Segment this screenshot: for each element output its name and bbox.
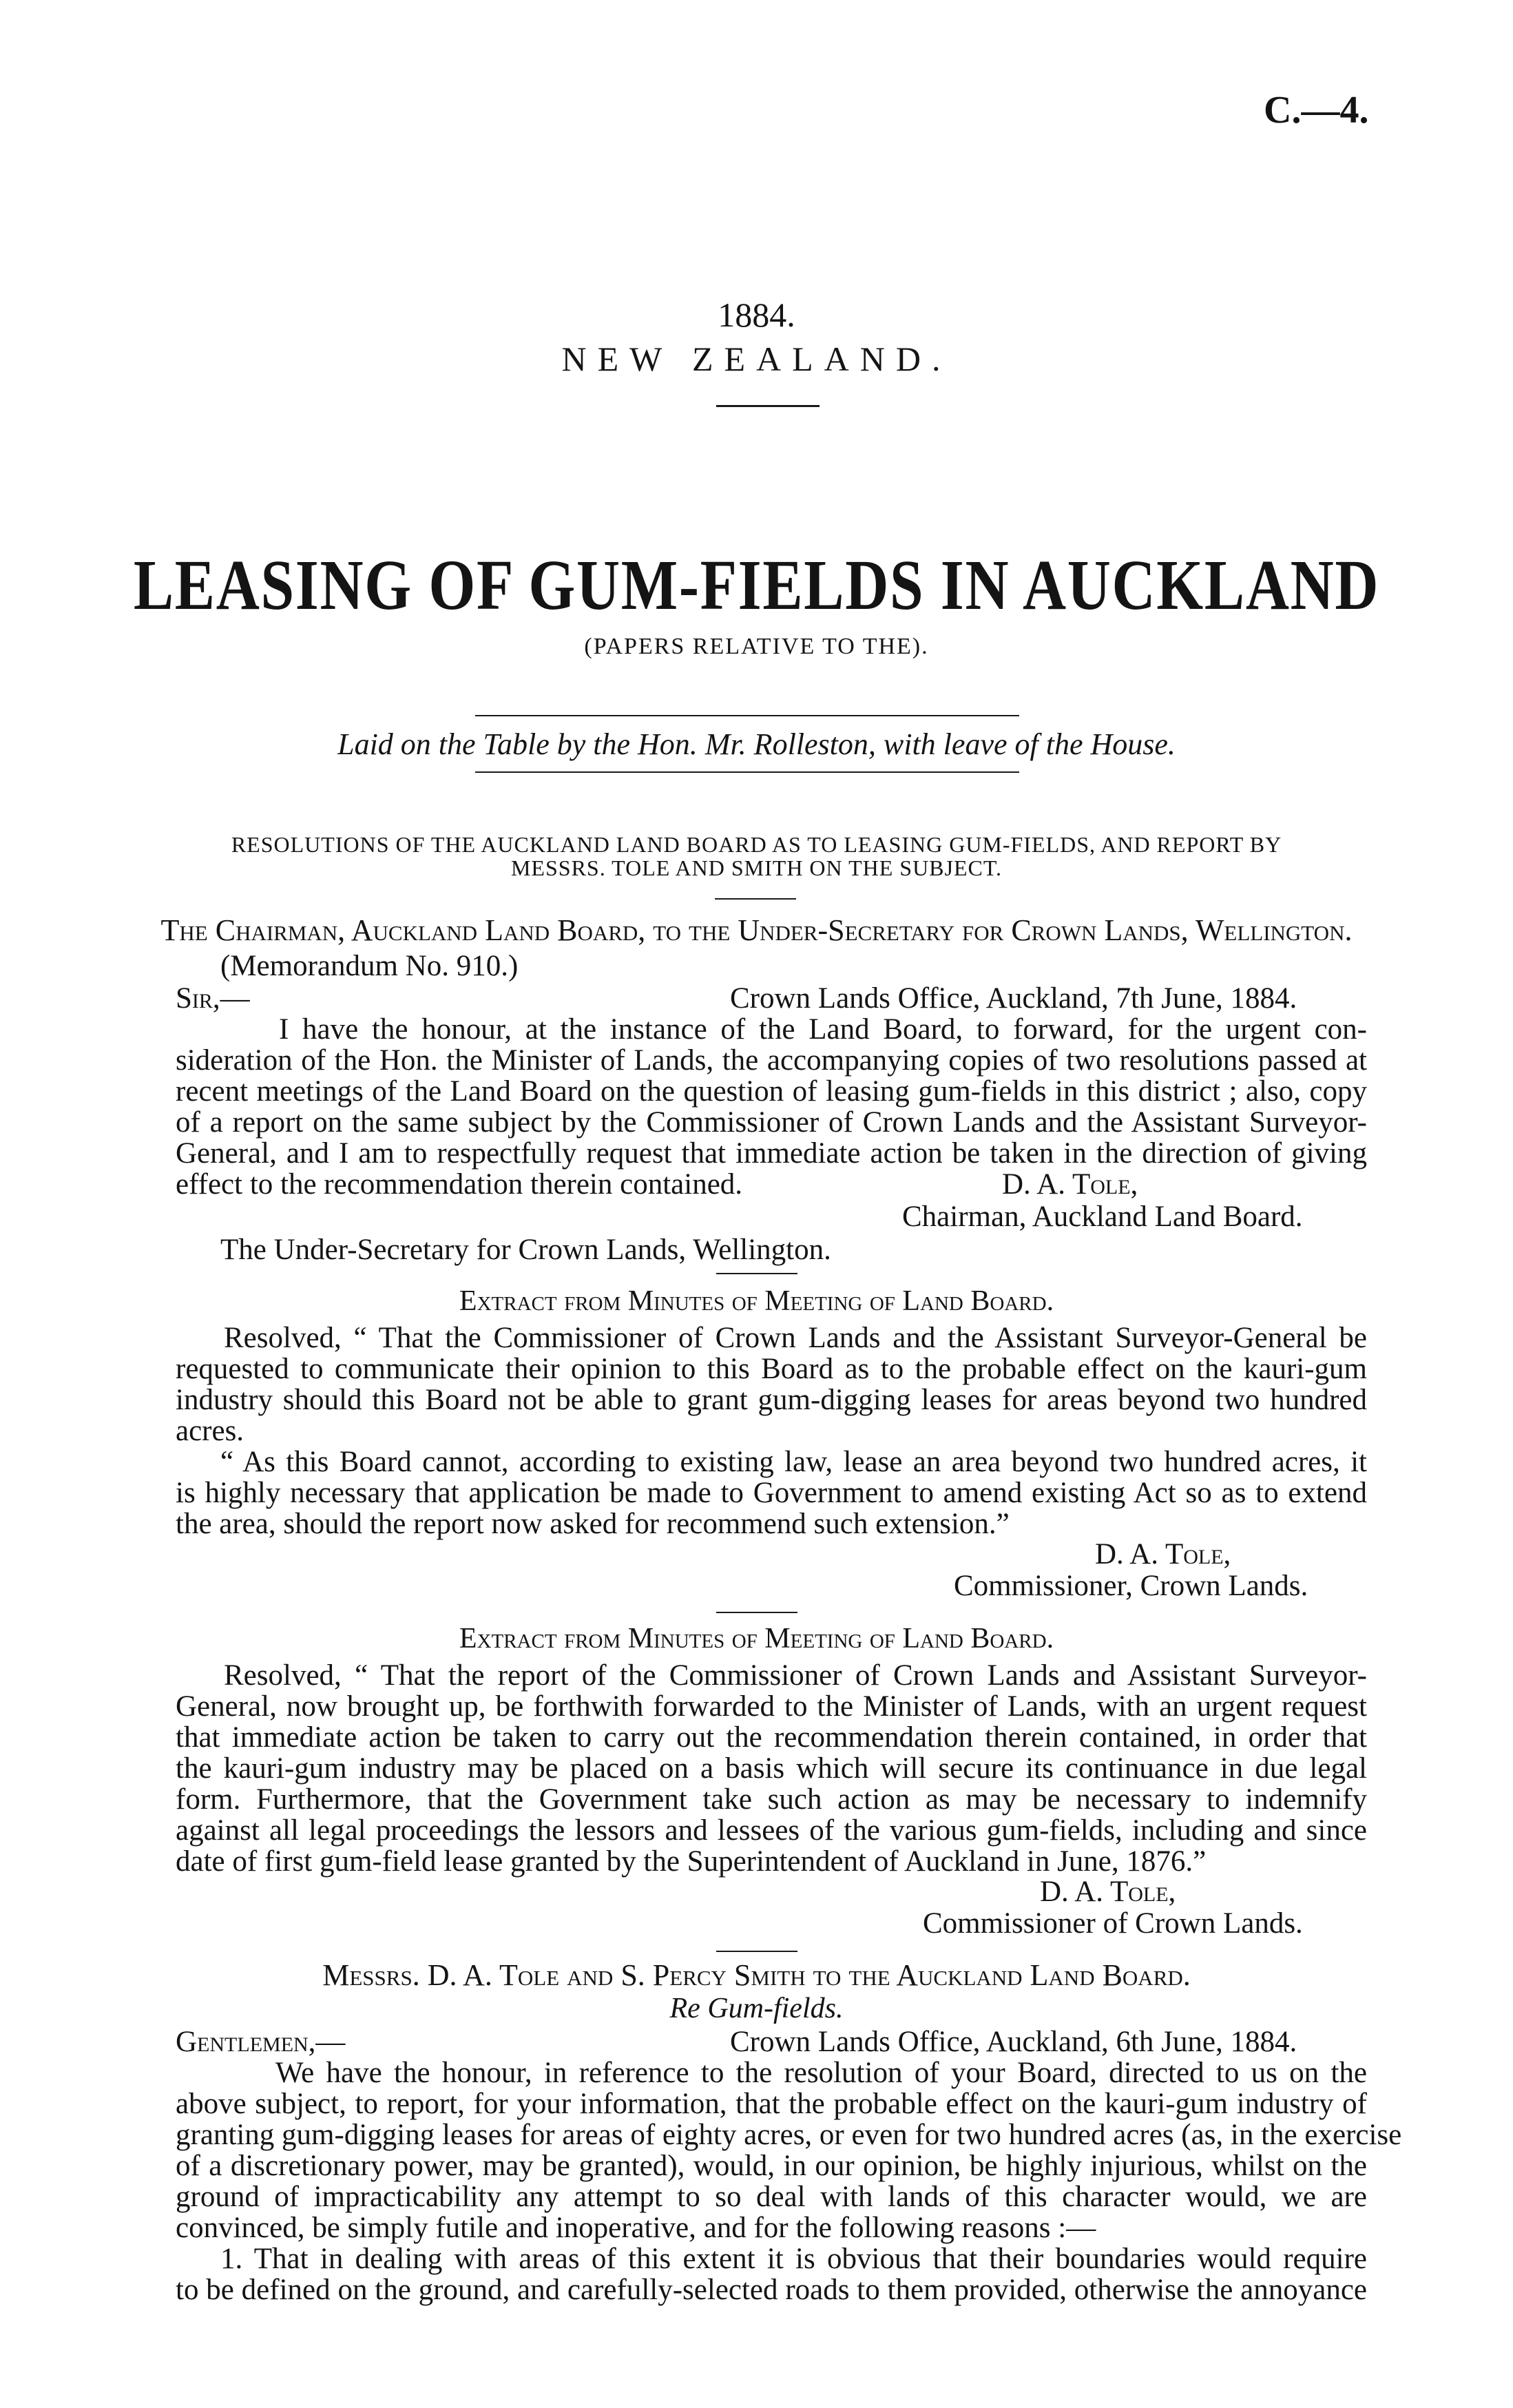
letter2-address: Crown Lands Office, Auckland, 6th June, 1884. xyxy=(730,2026,1297,2058)
extract1-heading: Extract from Minutes of Meeting of Land Board. xyxy=(459,1285,1054,1317)
letter1-line: General, and I am to respectfully request that immediate action be taken in the direction of giving xyxy=(176,1137,1367,1170)
extract1-line: requested to communicate their opinion to this Board as to the probable effect on the kauri-gum xyxy=(176,1353,1367,1385)
extract2-line: the kauri-gum industry may be placed on a basis which will secure its continuance in due legal xyxy=(176,1752,1367,1785)
extract1-line: the area, should the report now asked for recommend such extension.” xyxy=(176,1508,1010,1540)
letter1-heading: The Chairman, Auckland Land Board, to the Under-Secretary for Crown Lands, Wellington. xyxy=(160,913,1353,947)
document-country: NEW ZEALAND. xyxy=(561,340,952,378)
extract2-heading: Extract from Minutes of Meeting of Land Board. xyxy=(459,1623,1054,1654)
extract2-line: that immediate action be taken to carry out the recommendation therein contained, in order that xyxy=(176,1721,1367,1754)
letter1-addressee: The Under-Secretary for Crown Lands, Wellington. xyxy=(220,1234,831,1266)
extract2-line: General, now brought up, be forthwith forwarded to the Minister of Lands, with an urgent request xyxy=(176,1690,1367,1723)
laid-on-table-note: Laid on the Table by the Hon. Mr. Rolleston, with leave of the House. xyxy=(337,727,1176,761)
letter2-line: convinced, be simply futile and inoperative, and for the following reasons :— xyxy=(176,2212,1096,2244)
letter2-line: to be defined on the ground, and carefully-selected roads to them provided, otherwise the annoyance xyxy=(176,2274,1367,2306)
letter2-line: of a discretionary power, may be granted), would, in our opinion, be highly injurious, whilst on the xyxy=(176,2150,1367,2182)
extract1-line: is highly necessary that application be made to Government to amend existing Act so as to extend xyxy=(176,1477,1367,1509)
extract2-line: form. Furthermore, that the Government take such action as may be necessary to indemnify xyxy=(176,1783,1367,1816)
extract1-line: Resolved, “ That the Commissioner of Crown Lands and the Assistant Surveyor-General be xyxy=(224,1322,1367,1354)
section-heading-line2: MESSRS. TOLE AND SMITH ON THE SUBJECT. xyxy=(510,855,1003,880)
laid-rule-top xyxy=(475,715,1019,716)
letter1-line: I have the honour, at the instance of the Land Board, to forward, for the urgent con- xyxy=(279,1013,1367,1046)
section-rule xyxy=(715,898,796,900)
extract1-signer-title: Commissioner, Crown Lands. xyxy=(954,1570,1308,1602)
letter2-salutation: Gentlemen,— xyxy=(176,2026,346,2058)
document-year: 1884. xyxy=(718,295,795,334)
document-subtitle: (PAPERS RELATIVE TO THE). xyxy=(584,634,929,659)
extract1-line: acres. xyxy=(176,1415,244,1447)
letter1-signer: D. A. Tole, xyxy=(1002,1168,1138,1201)
extract2-line: Resolved, “ That the report of the Commissioner of Crown Lands and Assistant Surveyor- xyxy=(224,1659,1367,1692)
letter1-line: effect to the recommendation therein contained. xyxy=(176,1168,743,1201)
extract1-line: “ As this Board cannot, according to existing law, lease an area beyond two hundred acres, it xyxy=(220,1446,1367,1478)
header-rule xyxy=(716,405,820,407)
letter1-line: recent meetings of the Land Board on the question of leasing gum-fields in this district ; also, copy xyxy=(176,1075,1367,1108)
letter2-heading: Messrs. D. A. Tole and S. Percy Smith to the Auckland Land Board. xyxy=(322,1958,1191,1992)
document-reference: C.—4. xyxy=(1264,89,1369,132)
extract1-rule xyxy=(716,1612,797,1613)
laid-rule-bottom xyxy=(475,771,1019,773)
extract1-line: industry should this Board not be able to grant gum-digging leases for areas beyond two hundred xyxy=(176,1384,1367,1416)
letter1-signer-title: Chairman, Auckland Land Board. xyxy=(902,1201,1303,1233)
extract2-signer-title: Commissioner of Crown Lands. xyxy=(923,1907,1303,1940)
extract2-signer: D. A. Tole, xyxy=(1040,1876,1176,1908)
document-title: LEASING OF GUM-FIELDS IN AUCKLAND xyxy=(133,546,1380,625)
letter1-rule xyxy=(716,1273,797,1274)
letter2-line: 1. That in dealing with areas of this extent it is obvious that their boundaries would require xyxy=(220,2243,1367,2275)
letter1-address: Crown Lands Office, Auckland, 7th June, 1884. xyxy=(730,982,1297,1015)
letter2-line: We have the honour, in reference to the resolution of your Board, directed to us on the xyxy=(275,2057,1367,2089)
extract2-rule xyxy=(716,1951,797,1952)
letter2-line: above subject, to report, for your information, that the probable effect on the kauri-gum industry of xyxy=(176,2088,1367,2120)
letter2-re: Re Gum-fields. xyxy=(669,1993,844,2024)
letter2-line: ground of impracticability any attempt to so deal with lands of this character would, we are xyxy=(176,2181,1367,2213)
extract1-signer: D. A. Tole, xyxy=(1095,1538,1231,1570)
letter1-line: sideration of the Hon. the Minister of Lands, the accompanying copies of two resolutions passed at xyxy=(176,1044,1367,1077)
letter2-line: granting gum-digging leases for areas of eighty acres, or even for two hundred acres (as, in the exercise xyxy=(176,2119,1402,2151)
letter1-salutation: Sir,— xyxy=(176,982,250,1015)
extract2-line: date of first gum-field lease granted by the Superintendent of Auckland in June, 1876.” xyxy=(176,1845,1207,1878)
section-heading-line1: RESOLUTIONS OF THE AUCKLAND LAND BOARD AS TO LEASING GUM-FIELDS, AND REPORT BY xyxy=(231,832,1282,857)
letter1-line: of a report on the same subject by the Commissioner of Crown Lands and the Assistant Surveyor- xyxy=(176,1106,1367,1139)
extract2-line: against all legal proceedings the lessors and lessees of the various gum-fields, including and since xyxy=(176,1814,1367,1847)
letter1-memo: (Memorandum No. 910.) xyxy=(220,950,519,982)
